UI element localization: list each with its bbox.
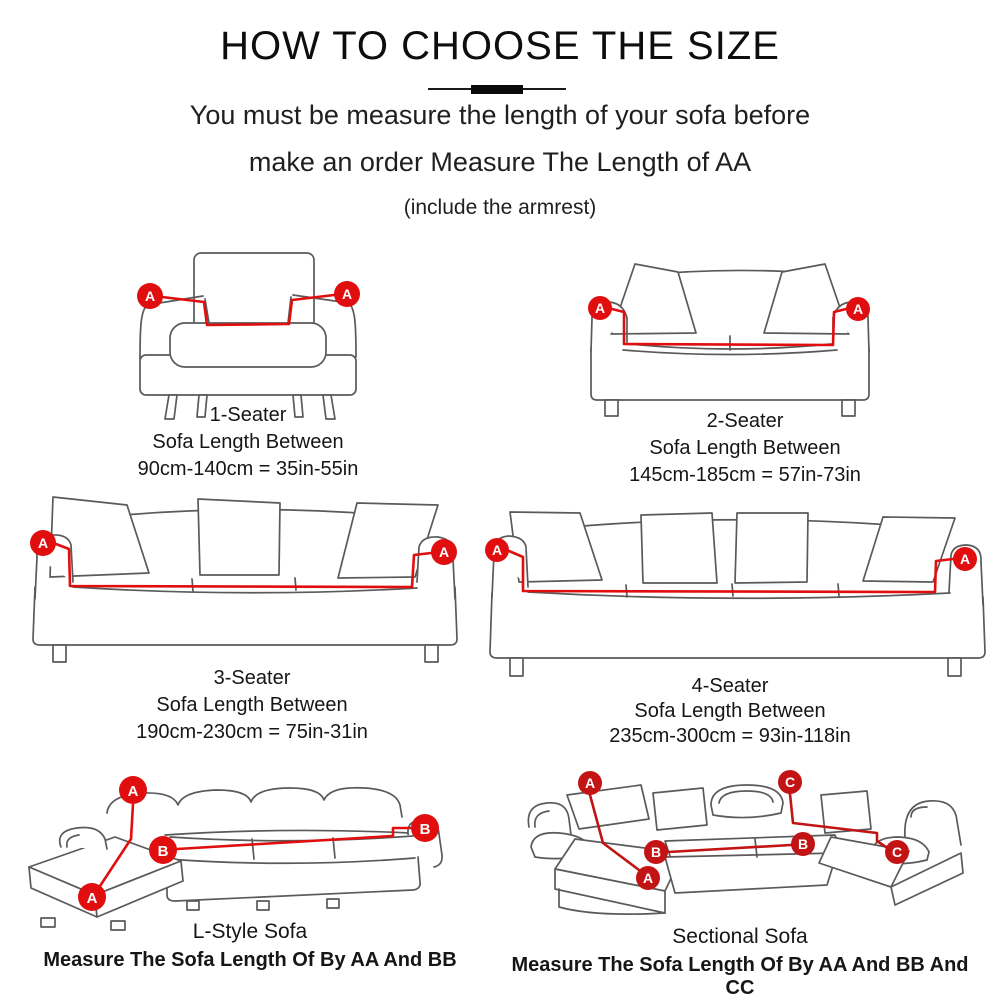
two-seater-caption	[595, 408, 895, 489]
three-seater-caption	[102, 665, 402, 746]
measure-instruction: Measure The Sofa Length Of By AA And BB	[43, 949, 457, 971]
sofa-length-label: Sofa Length Between	[634, 700, 826, 722]
divider-line-right	[523, 88, 566, 90]
svg-text:B: B	[157, 843, 169, 860]
page-title: HOW TO CHOOSE THE SIZE	[220, 24, 780, 68]
svg-text:A: A	[438, 544, 450, 560]
sofa-name: 4-Seater	[691, 675, 769, 697]
svg-text:A: A	[852, 301, 864, 317]
svg-text:A: A	[584, 775, 596, 791]
sofa-name: Sectional Sofa	[672, 925, 808, 948]
sofa-length-range: 235cm-300cm = 93in-118in	[609, 725, 851, 747]
sofa-length-label: Sofa Length Between	[649, 437, 841, 459]
l-style-illustration	[15, 755, 490, 935]
sofa-length-range: 145cm-185cm = 57in-73in	[629, 464, 861, 486]
two-seater-figure	[585, 256, 875, 426]
l-style-caption	[20, 920, 480, 972]
sofa-name: 1-Seater	[209, 404, 287, 426]
one-seater-illustration	[113, 247, 383, 425]
svg-text:A: A	[959, 551, 971, 567]
four-seater-figure	[480, 497, 995, 692]
four-seater-illustration	[480, 497, 995, 687]
svg-text:A: A	[86, 890, 98, 907]
one-seater-caption	[113, 402, 383, 483]
sofa-length-label: Sofa Length Between	[152, 431, 344, 453]
divider-bar	[471, 85, 523, 94]
four-seater-caption	[580, 674, 880, 749]
sofa-name: 2-Seater	[706, 410, 784, 432]
svg-text:A: A	[144, 288, 156, 304]
svg-text:A: A	[341, 286, 353, 302]
svg-text:C: C	[891, 844, 903, 860]
svg-text:A: A	[127, 783, 139, 800]
subtitle-line-3: (include the armrest)	[403, 196, 597, 219]
svg-text:A: A	[594, 300, 606, 316]
armchair-outline	[140, 253, 356, 419]
loveseat-outline	[591, 264, 869, 416]
sofa-length-range: 190cm-230cm = 75in-31in	[136, 721, 368, 743]
title-divider	[428, 84, 566, 94]
svg-text:B: B	[797, 836, 809, 852]
svg-text:C: C	[784, 774, 796, 790]
sofa-name: L-Style Sofa	[192, 920, 308, 943]
l-style-figure	[15, 755, 490, 940]
svg-text:B: B	[650, 844, 662, 860]
sectional-illustration	[515, 757, 995, 927]
sectional-figure	[515, 757, 995, 932]
sofa-outline	[33, 497, 457, 662]
svg-text:A: A	[491, 542, 503, 558]
three-seater-figure	[25, 487, 465, 677]
svg-text:A: A	[642, 870, 654, 886]
two-seater-illustration	[585, 256, 875, 421]
sectional-caption	[510, 925, 970, 1000]
three-seater-illustration	[25, 487, 465, 672]
sofa-length-range: 90cm-140cm = 35in-55in	[137, 458, 359, 480]
sofa-length-label: Sofa Length Between	[156, 694, 348, 716]
sofa-outline	[490, 512, 985, 676]
svg-text:B: B	[419, 821, 431, 838]
subtitle-line-2: make an order Measure The Length of AA	[248, 147, 752, 177]
divider-line-left	[428, 88, 471, 90]
subtitle-line-1: You must be measure the length of your sofa before	[189, 100, 811, 130]
svg-text:A: A	[37, 535, 49, 551]
measure-instruction: Measure The Sofa Length Of By AA And BB And CC	[511, 954, 969, 999]
sofa-name: 3-Seater	[213, 667, 291, 689]
